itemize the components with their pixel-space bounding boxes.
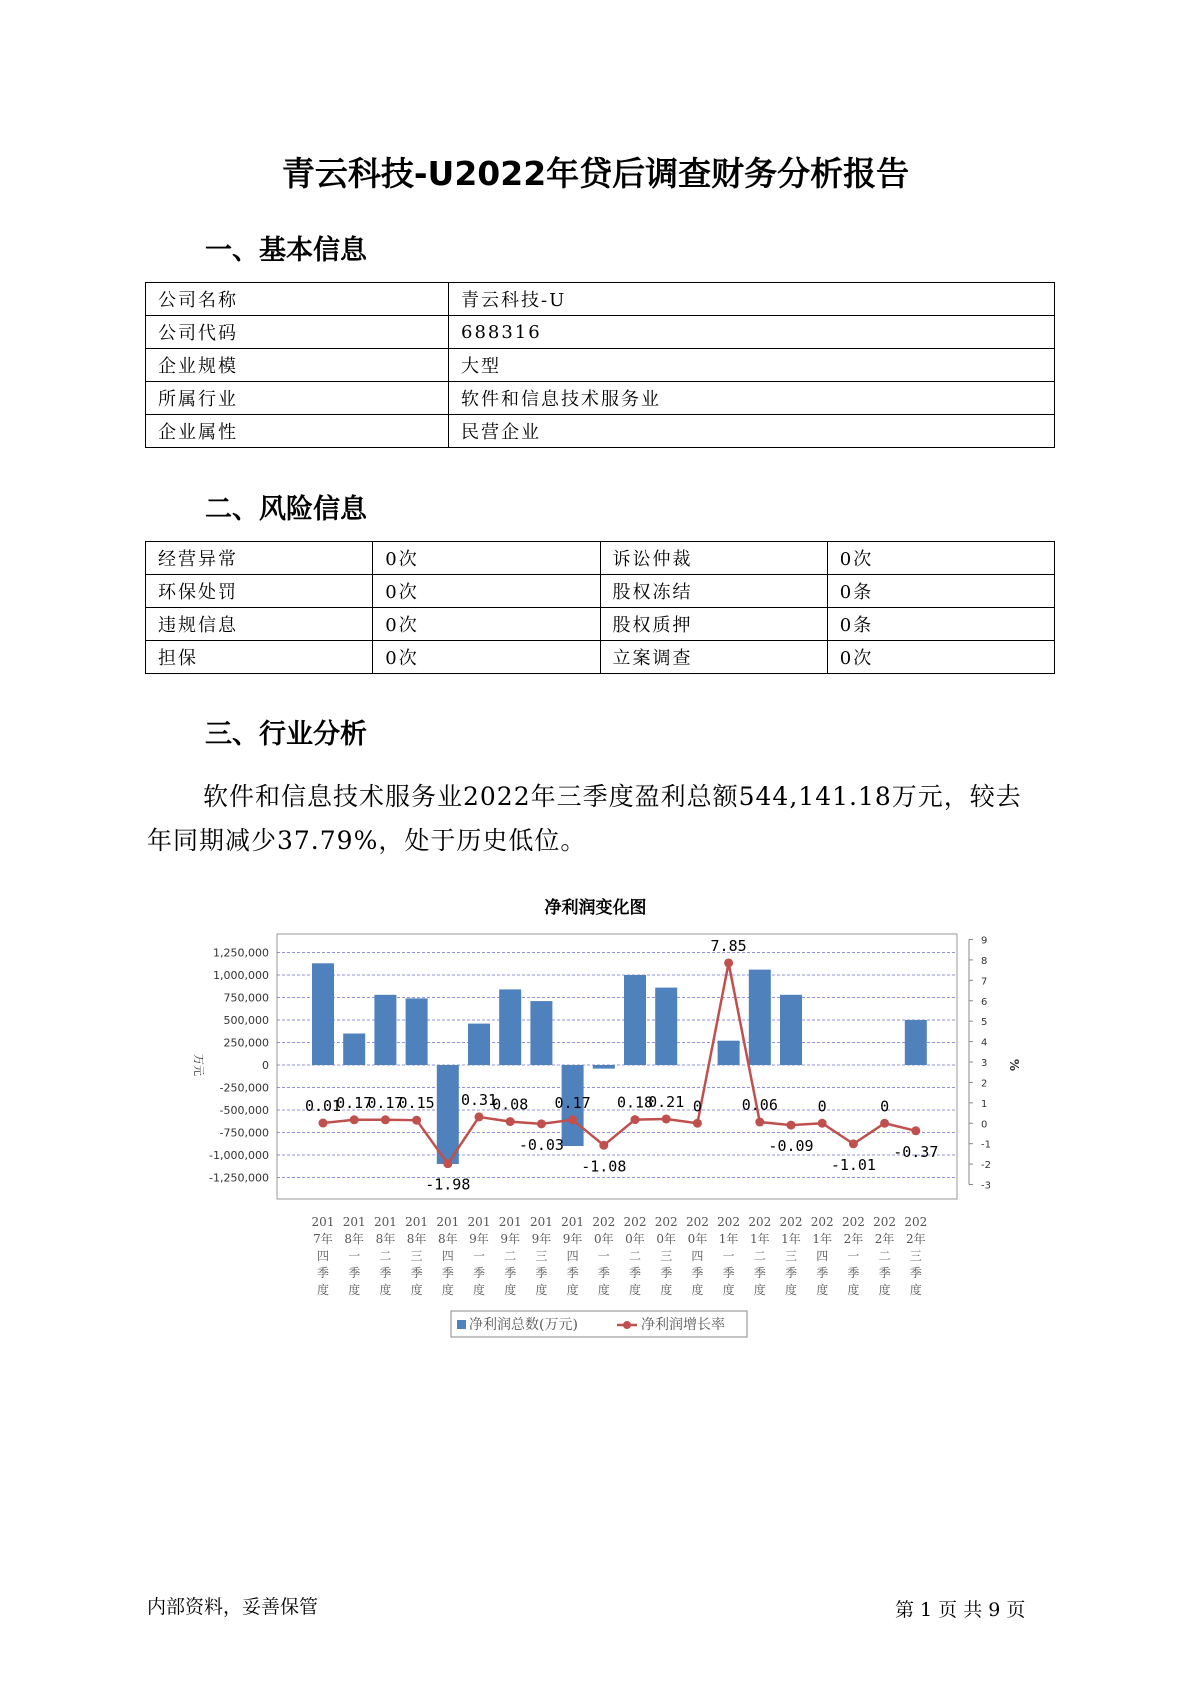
x-tick-label: 度 (909, 1283, 922, 1297)
data-label: 0.18 (616, 1093, 654, 1112)
x-tick-label: 二 (878, 1249, 891, 1263)
x-tick-label: 1年 (718, 1232, 739, 1246)
bar (406, 998, 428, 1065)
bar (312, 963, 334, 1065)
y2-tick-label: 9 (981, 935, 988, 947)
x-tick-label: 四 (691, 1249, 704, 1263)
data-label: 0.31 (460, 1090, 498, 1109)
x-tick-label: 度 (597, 1283, 610, 1297)
x-tick-label: 一 (722, 1249, 735, 1263)
x-tick-label: 201 (405, 1215, 429, 1229)
x-tick-label: 季 (753, 1266, 766, 1280)
chart-title: 净利润变化图 (544, 898, 647, 918)
bar (499, 989, 521, 1065)
x-tick-label: 三 (410, 1249, 423, 1263)
line-point (693, 1119, 702, 1128)
y-tick-label: -750,000 (219, 1126, 269, 1140)
x-tick-label: 度 (410, 1283, 423, 1297)
y-tick-label: -500,000 (219, 1104, 269, 1117)
data-label: -0.37 (893, 1142, 939, 1161)
table-row (146, 283, 1055, 316)
risk-label: 立案调查 (600, 641, 827, 674)
x-tick-label: 季 (472, 1266, 486, 1280)
y-tick-label: 1,000,000 (213, 969, 269, 982)
x-tick-label: 三 (909, 1249, 922, 1263)
data-label: 0 (817, 1097, 827, 1116)
heading-industry-analysis: 三、行业分析 (205, 719, 367, 750)
basic-label: 公司代码 (146, 316, 449, 349)
x-tick-label: 度 (722, 1283, 735, 1297)
x-tick-label: 一 (597, 1249, 610, 1263)
y2-tick-label: 4 (981, 1037, 988, 1049)
line-point (911, 1126, 920, 1135)
x-tick-label: 202 (873, 1215, 897, 1229)
legend-line-label: 净利润增长率 (641, 1317, 725, 1333)
line-point (443, 1159, 452, 1168)
industry-paragraph: 软件和信息技术服务业2022年三季度盈利总额544,141.18万元，较去年同期减少37.79%，处于历史低位。 (147, 782, 1022, 855)
basic-value: 民营企业 (449, 415, 1055, 448)
risk-label: 环保处罚 (146, 575, 373, 608)
bar (905, 1020, 927, 1065)
y-tick-label: -1,250,000 (209, 1171, 269, 1185)
x-tick-label: 9年 (562, 1232, 583, 1246)
bar (593, 1065, 615, 1069)
risk-value: 0次 (373, 575, 600, 608)
footer-confidential: 内部资料，妥善保管 (147, 1596, 319, 1618)
x-tick-label: 0年 (625, 1232, 645, 1246)
x-tick-label: 三 (660, 1249, 673, 1263)
bar (343, 1034, 365, 1066)
x-tick-label: 度 (660, 1283, 673, 1297)
risk-label: 诉讼仲裁 (600, 542, 827, 575)
basic-value: 大型 (449, 349, 1055, 382)
x-tick-label: 二 (504, 1249, 517, 1263)
x-tick-label: 季 (816, 1266, 829, 1280)
line-point (319, 1119, 328, 1128)
risk-info-table (145, 541, 1055, 674)
y2-tick-label: 3 (981, 1058, 988, 1069)
x-tick-label: 四 (441, 1249, 454, 1263)
y-tick-label: 250,000 (223, 1036, 269, 1050)
x-tick-label: 季 (628, 1266, 642, 1280)
data-label: -0.09 (768, 1137, 814, 1156)
x-tick-label: 202 (748, 1215, 772, 1229)
x-tick-label: 季 (410, 1266, 423, 1280)
x-tick-label: 201 (342, 1215, 366, 1229)
x-tick-label: 度 (847, 1283, 860, 1297)
line-point (599, 1141, 608, 1150)
x-tick-label: 四 (816, 1249, 829, 1263)
risk-value: 0次 (827, 641, 1054, 674)
x-tick-label: 度 (784, 1283, 798, 1297)
y-tick-label: -250,000 (219, 1081, 269, 1095)
y2-tick-label: 8 (981, 955, 988, 967)
x-tick-label: 度 (441, 1283, 454, 1297)
table-row (146, 382, 1055, 415)
x-tick-label: 2年 (905, 1232, 926, 1246)
y2-axis-title: % (1007, 1058, 1021, 1072)
x-tick-label: 度 (878, 1283, 891, 1297)
data-label: 0.06 (741, 1096, 778, 1115)
data-label: -1.08 (581, 1157, 627, 1176)
x-tick-label: 7年 (313, 1232, 333, 1246)
x-tick-label: 四 (316, 1249, 330, 1263)
x-tick-label: 季 (691, 1266, 704, 1280)
x-tick-label: 度 (472, 1283, 486, 1297)
x-tick-label: 201 (529, 1215, 553, 1229)
basic-info-table (145, 282, 1055, 448)
x-tick-label: 季 (441, 1266, 454, 1280)
x-tick-label: 201 (436, 1215, 460, 1229)
y-tick-label: 1,250,000 (213, 946, 269, 960)
table-row (146, 542, 1055, 575)
risk-value: 0次 (373, 641, 600, 674)
x-tick-label: 1年 (781, 1232, 801, 1246)
y2-tick-label: -1 (981, 1139, 991, 1151)
basic-value: 软件和信息技术服务业 (449, 382, 1055, 415)
line-point (631, 1115, 640, 1124)
data-label: 0 (880, 1097, 890, 1116)
x-tick-label: 0年 (656, 1232, 677, 1246)
y-tick-label: 500,000 (223, 1014, 269, 1027)
data-label: -0.03 (518, 1135, 564, 1154)
y2-tick-label: 5 (981, 1017, 988, 1029)
basic-value: 青云科技-U (449, 283, 1055, 316)
basic-value: 688316 (449, 316, 1055, 349)
legend-line-marker (623, 1321, 631, 1329)
x-tick-label: 9年 (500, 1232, 521, 1246)
basic-label: 公司名称 (146, 283, 449, 316)
line-point (381, 1115, 390, 1124)
table-row (146, 415, 1055, 448)
x-tick-label: 度 (691, 1283, 704, 1297)
x-tick-label: 季 (878, 1266, 891, 1280)
x-tick-label: 201 (561, 1215, 585, 1229)
risk-value: 0次 (827, 542, 1054, 575)
data-label: 0.17 (367, 1093, 404, 1112)
y2-tick-label: -3 (981, 1180, 991, 1192)
line-point (818, 1119, 827, 1128)
x-tick-label: 8年 (437, 1232, 458, 1246)
line-point (724, 958, 733, 967)
data-label: 0.01 (304, 1097, 342, 1116)
x-tick-label: 1年 (749, 1232, 770, 1246)
risk-label: 经营异常 (146, 542, 373, 575)
line-point (506, 1117, 515, 1126)
line-point (755, 1118, 764, 1127)
x-tick-label: 二 (379, 1249, 392, 1263)
x-tick-label: 202 (904, 1215, 928, 1229)
line-point (880, 1119, 889, 1128)
risk-label: 股权冻结 (600, 575, 827, 608)
x-tick-label: 一 (847, 1249, 860, 1263)
y-tick-label: 0 (262, 1059, 269, 1072)
x-tick-label: 度 (348, 1283, 361, 1297)
report-title: 青云科技-U2022年贷后调查财务分析报告 (281, 154, 910, 193)
x-tick-label: 季 (348, 1266, 361, 1280)
line-point (568, 1115, 577, 1124)
basic-label: 企业规模 (146, 349, 449, 382)
x-tick-label: 度 (566, 1283, 579, 1297)
x-tick-label: 一 (472, 1249, 486, 1263)
x-tick-label: 9年 (469, 1232, 489, 1246)
basic-label: 企业属性 (146, 415, 449, 448)
line-point (787, 1121, 796, 1130)
table-row (146, 349, 1055, 382)
line-point (537, 1119, 546, 1128)
data-label: 0.21 (648, 1092, 685, 1111)
x-tick-label: 二 (628, 1249, 642, 1263)
bar (530, 1001, 552, 1065)
data-label: 0.08 (492, 1095, 529, 1114)
x-tick-label: 202 (685, 1215, 709, 1229)
risk-label: 担保 (146, 641, 373, 674)
x-tick-label: 季 (379, 1266, 392, 1280)
legend-bar-swatch (457, 1320, 466, 1329)
line-point (412, 1116, 421, 1125)
bar (749, 970, 771, 1065)
table-row (146, 641, 1055, 674)
x-tick-label: 季 (504, 1266, 517, 1280)
x-tick-label: 0年 (687, 1232, 708, 1246)
table-row (146, 575, 1055, 608)
x-tick-label: 8年 (375, 1232, 396, 1246)
risk-value: 0条 (827, 575, 1054, 608)
y2-tick-label: 1 (981, 1098, 988, 1110)
line-point (350, 1115, 359, 1124)
x-tick-label: 季 (722, 1266, 735, 1280)
x-tick-label: 季 (535, 1266, 548, 1280)
risk-value: 0次 (373, 608, 600, 641)
bar (718, 1041, 740, 1065)
x-tick-label: 2年 (843, 1232, 864, 1246)
x-tick-label: 季 (909, 1266, 922, 1280)
x-tick-label: 季 (784, 1266, 798, 1280)
x-tick-label: 季 (597, 1266, 610, 1280)
table-row (146, 316, 1055, 349)
x-tick-label: 季 (660, 1266, 673, 1280)
y2-tick-label: 6 (981, 996, 988, 1008)
x-tick-label: 8年 (406, 1232, 427, 1246)
x-tick-label: 度 (504, 1283, 517, 1297)
data-label: -1.98 (425, 1175, 471, 1194)
y-tick-label: -1,000,000 (209, 1149, 269, 1162)
data-label: -1.01 (830, 1155, 876, 1174)
table-row (146, 608, 1055, 641)
x-tick-label: 202 (717, 1215, 741, 1229)
x-tick-label: 202 (779, 1215, 803, 1229)
data-label: 0.17 (336, 1093, 373, 1112)
bar (437, 1065, 459, 1164)
x-tick-label: 201 (311, 1215, 335, 1229)
x-tick-label: 0年 (593, 1232, 614, 1246)
x-tick-label: 202 (592, 1215, 616, 1229)
y2-tick-label: 2 (981, 1078, 988, 1090)
x-tick-label: 三 (535, 1249, 548, 1263)
y-axis-title: 万元 (192, 1054, 205, 1076)
data-label: 0.17 (554, 1093, 591, 1112)
x-tick-label: 202 (623, 1215, 647, 1229)
bar (468, 1024, 490, 1065)
bar (780, 995, 802, 1065)
x-tick-label: 201 (498, 1215, 522, 1229)
risk-value: 0条 (827, 608, 1054, 641)
y2-tick-label: 0 (981, 1119, 988, 1131)
x-tick-label: 二 (753, 1249, 766, 1263)
line-point (475, 1112, 484, 1121)
x-tick-label: 201 (373, 1215, 397, 1229)
risk-value: 0次 (373, 542, 600, 575)
x-tick-label: 202 (841, 1215, 865, 1229)
bar (374, 995, 396, 1065)
y2-tick-label: 7 (981, 976, 988, 988)
x-tick-label: 9年 (531, 1232, 552, 1246)
x-tick-label: 季 (566, 1266, 579, 1280)
line-point (849, 1139, 858, 1148)
heading-basic-info: 一、基本信息 (205, 235, 367, 266)
basic-label: 所属行业 (146, 382, 449, 415)
x-tick-label: 四 (566, 1249, 579, 1263)
x-tick-label: 度 (628, 1283, 642, 1297)
x-tick-label: 202 (654, 1215, 678, 1229)
risk-label: 违规信息 (146, 608, 373, 641)
x-tick-label: 度 (816, 1283, 829, 1297)
x-tick-label: 8年 (344, 1232, 365, 1246)
x-tick-label: 度 (753, 1283, 766, 1297)
risk-label: 股权质押 (600, 608, 827, 641)
x-tick-label: 季 (847, 1266, 860, 1280)
data-label: 7.85 (710, 936, 747, 955)
x-tick-label: 度 (316, 1283, 330, 1297)
y-tick-label: 750,000 (223, 991, 269, 1005)
net-profit-chart (0, 920, 1191, 1350)
x-tick-label: 度 (379, 1283, 392, 1297)
x-tick-label: 202 (810, 1215, 834, 1229)
legend-bar-label: 净利润总数(万元) (469, 1317, 578, 1333)
data-label: 0.15 (398, 1094, 435, 1113)
bar (655, 988, 677, 1065)
heading-risk-info: 二、风险信息 (205, 494, 367, 525)
x-tick-label: 201 (467, 1215, 491, 1229)
bar (624, 975, 646, 1065)
x-tick-label: 三 (784, 1249, 798, 1263)
footer-page-number: 第 1 页 共 9 页 (895, 1599, 1026, 1621)
y2-tick-label: -2 (981, 1160, 991, 1172)
x-tick-label: 1年 (812, 1232, 833, 1246)
data-label: 0 (692, 1097, 702, 1116)
line-point (662, 1114, 671, 1123)
x-tick-label: 一 (348, 1249, 361, 1263)
x-tick-label: 季 (316, 1266, 330, 1280)
x-tick-label: 2年 (874, 1232, 895, 1246)
x-tick-label: 度 (535, 1283, 548, 1297)
